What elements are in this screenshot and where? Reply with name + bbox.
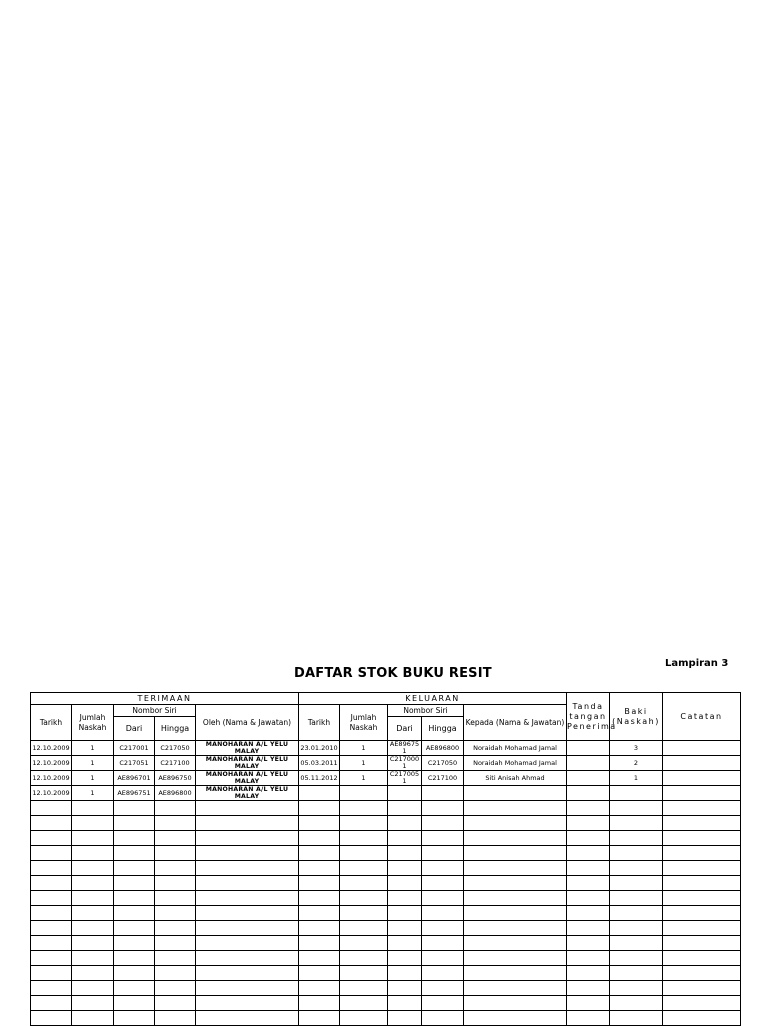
empty-cell	[663, 966, 741, 981]
empty-cell	[299, 891, 340, 906]
empty-cell	[155, 936, 196, 951]
empty-cell	[610, 936, 663, 951]
empty-cell	[567, 846, 610, 861]
cell-keluaran-dari: C2170051	[388, 771, 422, 786]
empty-cell	[114, 906, 155, 921]
empty-cell	[114, 1011, 155, 1026]
empty-cell	[663, 921, 741, 936]
empty-cell	[114, 891, 155, 906]
empty-cell	[610, 861, 663, 876]
empty-table-row	[31, 951, 741, 966]
empty-cell	[610, 801, 663, 816]
empty-cell	[567, 831, 610, 846]
empty-cell	[72, 981, 114, 996]
empty-cell	[72, 921, 114, 936]
empty-cell	[155, 831, 196, 846]
empty-cell	[31, 801, 72, 816]
empty-cell	[196, 816, 299, 831]
empty-cell	[299, 831, 340, 846]
empty-cell	[340, 831, 388, 846]
empty-cell	[464, 951, 567, 966]
header-keluaran: KELUARAN	[299, 693, 567, 705]
header-keluaran-dari: Dari	[388, 717, 422, 741]
cell-terimaan-dari: AE896751	[114, 786, 155, 801]
empty-cell	[155, 966, 196, 981]
empty-cell	[196, 936, 299, 951]
cell-baki	[610, 786, 663, 801]
empty-cell	[422, 891, 464, 906]
table-body	[31, 741, 741, 1026]
empty-cell	[72, 966, 114, 981]
empty-cell	[610, 981, 663, 996]
empty-cell	[196, 906, 299, 921]
cell-kepada: Noraidah Mohamad Jamal	[464, 741, 567, 756]
cell-tanda-tangan	[567, 741, 610, 756]
empty-table-row	[31, 996, 741, 1011]
empty-cell	[72, 831, 114, 846]
empty-cell	[155, 876, 196, 891]
empty-cell	[610, 951, 663, 966]
empty-cell	[610, 831, 663, 846]
empty-cell	[72, 876, 114, 891]
cell-keluaran-dari: AE896751	[388, 741, 422, 756]
empty-cell	[196, 966, 299, 981]
empty-cell	[567, 891, 610, 906]
cell-catatan	[663, 756, 741, 771]
empty-cell	[31, 876, 72, 891]
empty-cell	[196, 801, 299, 816]
empty-cell	[422, 876, 464, 891]
empty-table-row	[31, 906, 741, 921]
cell-tanda-tangan	[567, 771, 610, 786]
empty-cell	[610, 891, 663, 906]
empty-cell	[663, 951, 741, 966]
table-row	[31, 771, 741, 786]
header-terimaan-jumlah: Jumlah Naskah	[72, 705, 114, 741]
empty-cell	[196, 831, 299, 846]
header-keluaran-jumlah: Jumlah Naskah	[340, 705, 388, 741]
cell-keluaran-dari	[388, 786, 422, 801]
table-row	[31, 756, 741, 771]
empty-cell	[567, 1011, 610, 1026]
cell-kepada: Noraidah Mohamad Jamal	[464, 756, 567, 771]
empty-cell	[464, 831, 567, 846]
empty-cell	[114, 846, 155, 861]
header-oleh: Oleh (Nama & Jawatan)	[196, 705, 299, 741]
cell-terimaan-hingga: C217050	[155, 741, 196, 756]
cell-tanda-tangan	[567, 756, 610, 771]
empty-table-row	[31, 846, 741, 861]
empty-cell	[567, 951, 610, 966]
empty-cell	[155, 951, 196, 966]
empty-cell	[388, 951, 422, 966]
cell-oleh: MANOHARAN A/L YELU MALAY	[196, 741, 299, 756]
empty-table-row	[31, 816, 741, 831]
table-row	[31, 786, 741, 801]
header-kepada: Kepada (Nama & Jawatan)	[464, 705, 567, 741]
empty-cell	[388, 921, 422, 936]
cell-terimaan-tarikh: 12.10.2009	[31, 756, 72, 771]
header-keluaran-hingga: Hingga	[422, 717, 464, 741]
cell-keluaran-hingga	[422, 786, 464, 801]
cell-oleh: MANOHARAN A/L YELU MALAY	[196, 771, 299, 786]
empty-cell	[31, 861, 72, 876]
cell-baki: 2	[610, 756, 663, 771]
empty-cell	[422, 846, 464, 861]
empty-cell	[422, 921, 464, 936]
cell-terimaan-jumlah: 1	[72, 756, 114, 771]
empty-cell	[464, 861, 567, 876]
cell-terimaan-hingga: C217100	[155, 756, 196, 771]
empty-cell	[340, 981, 388, 996]
empty-cell	[567, 966, 610, 981]
empty-cell	[72, 996, 114, 1011]
empty-cell	[422, 861, 464, 876]
cell-oleh: MANOHARAN A/L YELU MALAY	[196, 786, 299, 801]
empty-cell	[114, 996, 155, 1011]
empty-cell	[663, 1011, 741, 1026]
cell-keluaran-jumlah: 1	[340, 741, 388, 756]
header-keluaran-nombor-siri: Nombor Siri	[388, 705, 464, 717]
empty-cell	[388, 936, 422, 951]
empty-cell	[299, 801, 340, 816]
empty-cell	[567, 876, 610, 891]
empty-cell	[464, 801, 567, 816]
empty-cell	[567, 861, 610, 876]
empty-cell	[72, 846, 114, 861]
empty-cell	[610, 906, 663, 921]
header-keluaran-tarikh: Tarikh	[299, 705, 340, 741]
empty-cell	[340, 876, 388, 891]
empty-cell	[31, 966, 72, 981]
empty-cell	[155, 921, 196, 936]
empty-cell	[340, 891, 388, 906]
empty-cell	[663, 981, 741, 996]
empty-cell	[31, 936, 72, 951]
empty-cell	[567, 906, 610, 921]
empty-cell	[340, 846, 388, 861]
empty-cell	[72, 936, 114, 951]
empty-cell	[388, 1011, 422, 1026]
table-row	[31, 741, 741, 756]
empty-cell	[663, 891, 741, 906]
cell-terimaan-tarikh: 12.10.2009	[31, 741, 72, 756]
cell-keluaran-hingga: C217100	[422, 771, 464, 786]
empty-cell	[567, 936, 610, 951]
empty-cell	[422, 936, 464, 951]
empty-cell	[114, 951, 155, 966]
empty-cell	[663, 936, 741, 951]
empty-cell	[464, 876, 567, 891]
empty-cell	[388, 981, 422, 996]
empty-cell	[31, 981, 72, 996]
header-terimaan-tarikh: Tarikh	[31, 705, 72, 741]
empty-cell	[31, 996, 72, 1011]
empty-cell	[299, 1011, 340, 1026]
empty-cell	[155, 906, 196, 921]
empty-cell	[464, 846, 567, 861]
empty-cell	[340, 996, 388, 1011]
empty-cell	[114, 876, 155, 891]
cell-baki: 3	[610, 741, 663, 756]
empty-cell	[114, 981, 155, 996]
empty-cell	[72, 801, 114, 816]
empty-cell	[464, 906, 567, 921]
cell-terimaan-hingga: AE896800	[155, 786, 196, 801]
empty-cell	[299, 981, 340, 996]
empty-cell	[567, 981, 610, 996]
empty-cell	[388, 891, 422, 906]
empty-cell	[155, 1011, 196, 1026]
empty-cell	[388, 846, 422, 861]
empty-cell	[422, 816, 464, 831]
empty-cell	[31, 921, 72, 936]
empty-cell	[299, 936, 340, 951]
empty-cell	[299, 921, 340, 936]
empty-cell	[196, 921, 299, 936]
cell-keluaran-tarikh: 23.01.2010	[299, 741, 340, 756]
empty-table-row	[31, 876, 741, 891]
empty-cell	[663, 831, 741, 846]
empty-cell	[422, 951, 464, 966]
empty-cell	[464, 921, 567, 936]
empty-cell	[422, 831, 464, 846]
empty-cell	[663, 906, 741, 921]
empty-cell	[422, 801, 464, 816]
empty-cell	[610, 966, 663, 981]
empty-cell	[422, 1011, 464, 1026]
empty-cell	[299, 846, 340, 861]
empty-cell	[464, 996, 567, 1011]
cell-kepada	[464, 786, 567, 801]
empty-cell	[610, 996, 663, 1011]
empty-cell	[464, 1011, 567, 1026]
empty-table-row	[31, 891, 741, 906]
cell-keluaran-tarikh	[299, 786, 340, 801]
empty-cell	[299, 861, 340, 876]
cell-keluaran-hingga: C217050	[422, 756, 464, 771]
cell-terimaan-jumlah: 1	[72, 786, 114, 801]
empty-cell	[31, 906, 72, 921]
empty-cell	[567, 816, 610, 831]
empty-table-row	[31, 861, 741, 876]
empty-table-row	[31, 966, 741, 981]
empty-cell	[464, 891, 567, 906]
empty-cell	[663, 876, 741, 891]
empty-cell	[299, 996, 340, 1011]
empty-cell	[663, 846, 741, 861]
header-terimaan-dari: Dari	[114, 717, 155, 741]
empty-cell	[114, 936, 155, 951]
empty-cell	[72, 906, 114, 921]
empty-cell	[31, 816, 72, 831]
empty-cell	[388, 996, 422, 1011]
empty-cell	[31, 891, 72, 906]
header-catatan: Catatan	[663, 693, 741, 741]
cell-keluaran-tarikh: 05.11.2012	[299, 771, 340, 786]
empty-cell	[464, 816, 567, 831]
empty-cell	[610, 846, 663, 861]
empty-table-row	[31, 831, 741, 846]
cell-kepada: Siti Anisah Ahmad	[464, 771, 567, 786]
empty-cell	[567, 801, 610, 816]
empty-cell	[610, 1011, 663, 1026]
cell-keluaran-dari: C2170001	[388, 756, 422, 771]
empty-cell	[464, 981, 567, 996]
empty-cell	[663, 801, 741, 816]
header-terimaan-nombor-siri: Nombor Siri	[114, 705, 196, 717]
empty-cell	[196, 996, 299, 1011]
cell-keluaran-tarikh: 05.03.2011	[299, 756, 340, 771]
cell-catatan	[663, 771, 741, 786]
lampiran-label: Lampiran 3	[665, 658, 729, 669]
empty-cell	[155, 996, 196, 1011]
empty-cell	[388, 861, 422, 876]
empty-cell	[299, 816, 340, 831]
empty-cell	[31, 951, 72, 966]
empty-cell	[388, 906, 422, 921]
empty-cell	[340, 1011, 388, 1026]
empty-table-row	[31, 1011, 741, 1026]
empty-cell	[422, 981, 464, 996]
empty-cell	[31, 831, 72, 846]
empty-cell	[196, 981, 299, 996]
empty-cell	[464, 966, 567, 981]
empty-table-row	[31, 936, 741, 951]
empty-cell	[155, 816, 196, 831]
empty-cell	[196, 876, 299, 891]
cell-terimaan-jumlah: 1	[72, 771, 114, 786]
empty-cell	[340, 936, 388, 951]
empty-cell	[340, 861, 388, 876]
empty-table-row	[31, 981, 741, 996]
stock-table	[30, 692, 741, 1026]
empty-cell	[196, 1011, 299, 1026]
cell-keluaran-jumlah: 1	[340, 771, 388, 786]
empty-cell	[340, 966, 388, 981]
header-baki: Baki (Naskah)	[610, 693, 663, 741]
empty-cell	[299, 966, 340, 981]
cell-keluaran-jumlah: 1	[340, 756, 388, 771]
empty-cell	[299, 951, 340, 966]
empty-cell	[388, 876, 422, 891]
cell-terimaan-jumlah: 1	[72, 741, 114, 756]
empty-cell	[114, 801, 155, 816]
empty-cell	[388, 966, 422, 981]
cell-oleh: MANOHARAN A/L YELU MALAY	[196, 756, 299, 771]
cell-catatan	[663, 786, 741, 801]
empty-cell	[340, 816, 388, 831]
empty-cell	[196, 861, 299, 876]
empty-cell	[155, 981, 196, 996]
empty-cell	[299, 906, 340, 921]
empty-cell	[31, 1011, 72, 1026]
empty-cell	[114, 816, 155, 831]
empty-cell	[114, 831, 155, 846]
empty-cell	[72, 816, 114, 831]
empty-cell	[114, 861, 155, 876]
empty-cell	[610, 921, 663, 936]
empty-cell	[299, 876, 340, 891]
empty-cell	[388, 801, 422, 816]
empty-cell	[72, 891, 114, 906]
empty-cell	[196, 891, 299, 906]
empty-cell	[196, 951, 299, 966]
empty-cell	[155, 861, 196, 876]
empty-cell	[340, 906, 388, 921]
empty-cell	[464, 936, 567, 951]
cell-terimaan-hingga: AE896750	[155, 771, 196, 786]
empty-cell	[340, 921, 388, 936]
empty-cell	[155, 801, 196, 816]
empty-cell	[340, 951, 388, 966]
empty-cell	[663, 816, 741, 831]
cell-terimaan-dari: C217051	[114, 756, 155, 771]
header-tanda-tangan: Tanda tangan Penerima	[567, 693, 610, 741]
empty-cell	[31, 846, 72, 861]
cell-keluaran-jumlah	[340, 786, 388, 801]
empty-cell	[663, 996, 741, 1011]
empty-cell	[567, 921, 610, 936]
cell-catatan	[663, 741, 741, 756]
empty-cell	[155, 891, 196, 906]
cell-terimaan-tarikh: 12.10.2009	[31, 771, 72, 786]
empty-cell	[72, 861, 114, 876]
empty-cell	[663, 861, 741, 876]
empty-cell	[610, 816, 663, 831]
empty-cell	[388, 816, 422, 831]
empty-cell	[72, 951, 114, 966]
cell-tanda-tangan	[567, 786, 610, 801]
empty-cell	[567, 996, 610, 1011]
empty-cell	[72, 1011, 114, 1026]
empty-table-row	[31, 921, 741, 936]
cell-terimaan-dari: C217001	[114, 741, 155, 756]
empty-cell	[196, 846, 299, 861]
header-terimaan: TERIMAAN	[31, 693, 299, 705]
page-title: DAFTAR STOK BUKU RESIT	[294, 666, 492, 681]
header-terimaan-hingga: Hingga	[155, 717, 196, 741]
empty-table-row	[31, 801, 741, 816]
empty-cell	[114, 966, 155, 981]
empty-cell	[388, 831, 422, 846]
empty-cell	[114, 921, 155, 936]
cell-terimaan-dari: AE896701	[114, 771, 155, 786]
empty-cell	[422, 966, 464, 981]
empty-cell	[155, 846, 196, 861]
empty-cell	[422, 906, 464, 921]
empty-cell	[422, 996, 464, 1011]
empty-cell	[610, 876, 663, 891]
cell-baki: 1	[610, 771, 663, 786]
empty-cell	[340, 801, 388, 816]
cell-keluaran-hingga: AE896800	[422, 741, 464, 756]
cell-terimaan-tarikh: 12.10.2009	[31, 786, 72, 801]
